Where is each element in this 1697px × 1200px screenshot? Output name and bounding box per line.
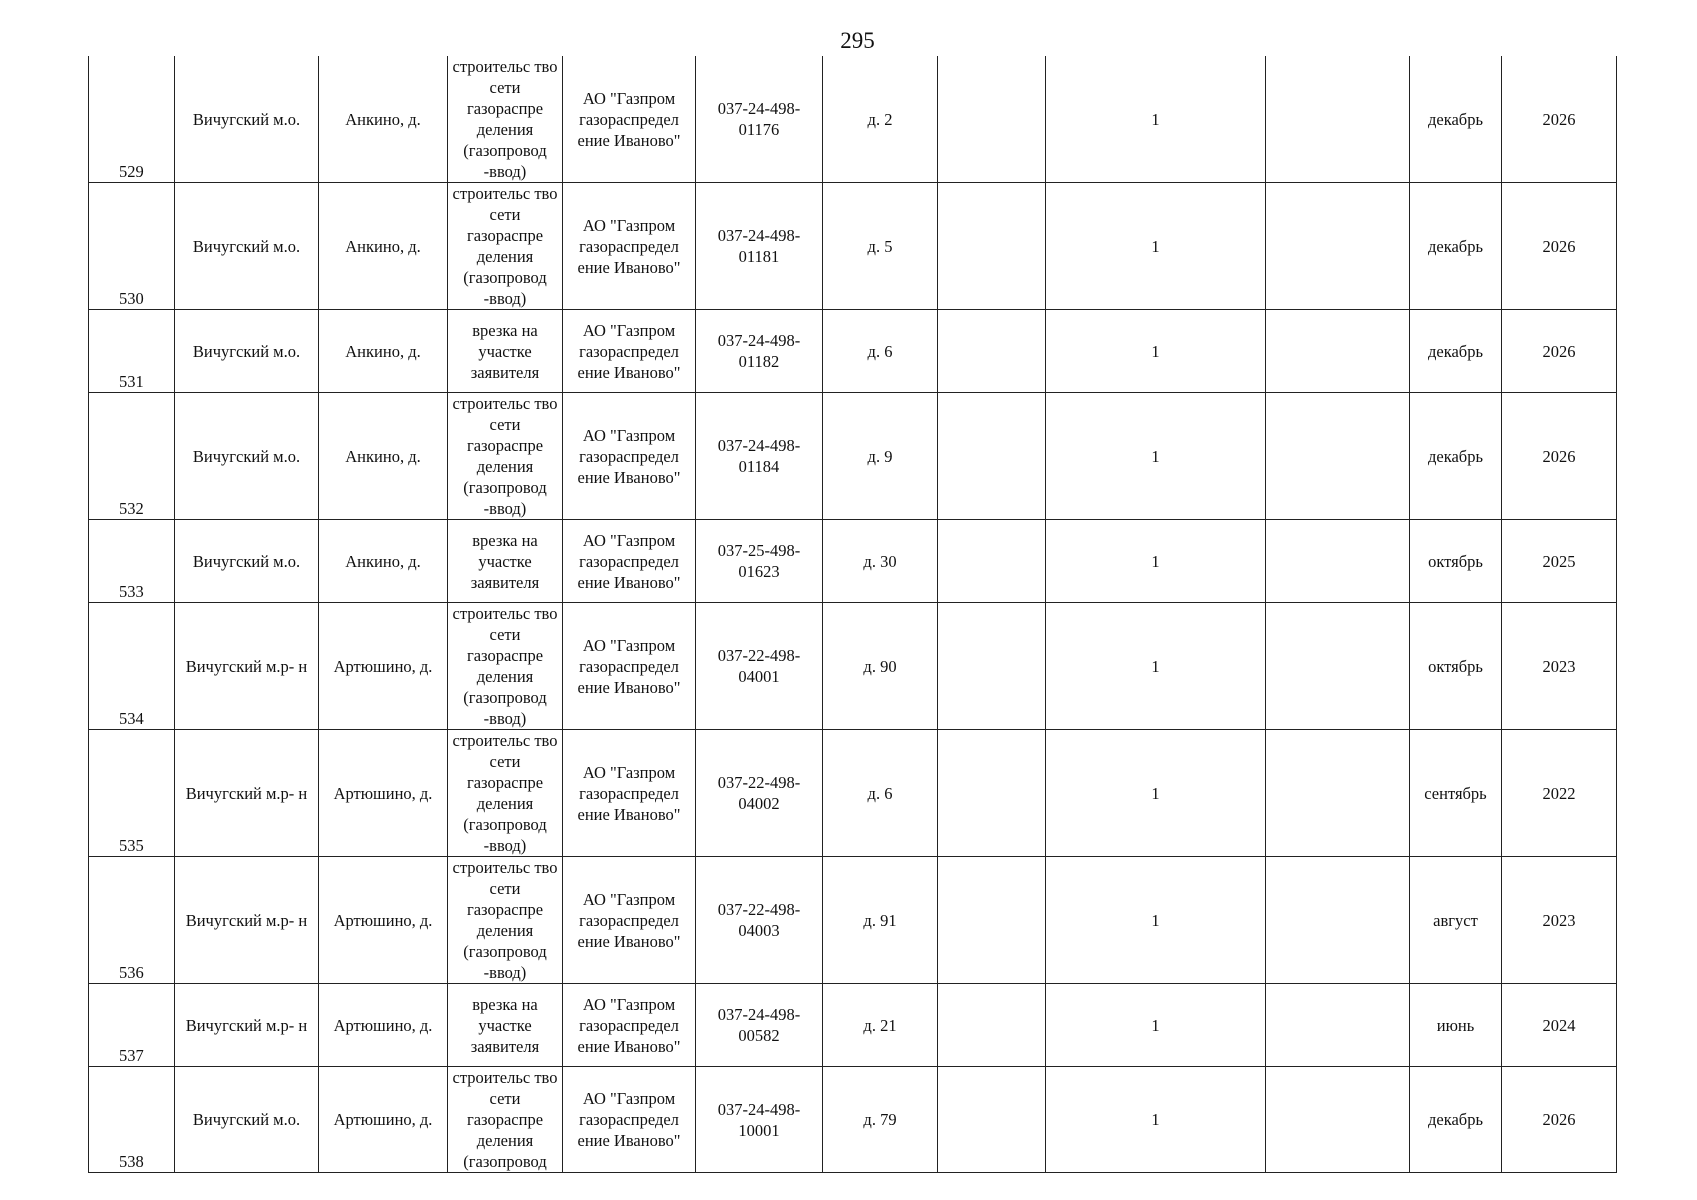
row-number: 532 [89,393,175,520]
settlement-cell: Анкино, д. [319,393,448,520]
district-cell: Вичугский м.р- н [175,984,319,1067]
row-number: 530 [89,183,175,310]
house-cell: д. 9 [823,393,938,520]
empty-cell [938,603,1046,730]
year-cell: 2023 [1502,603,1617,730]
settlement-cell: Артюшино, д. [319,730,448,857]
count-cell: 1 [1046,857,1266,984]
count-cell: 1 [1046,603,1266,730]
organization-cell: АО "Газпром газораспредел ение Иваново" [563,730,696,857]
empty-cell [938,393,1046,520]
year-cell: 2026 [1502,1067,1617,1173]
empty-cell [1266,183,1410,310]
month-cell: октябрь [1410,520,1502,603]
month-cell: август [1410,857,1502,984]
empty-cell [1266,1067,1410,1173]
count-cell: 1 [1046,310,1266,393]
application-code-cell: 037-22-498- 04002 [696,730,823,857]
month-cell: декабрь [1410,183,1502,310]
row-number: 534 [89,603,175,730]
work-type-cell: строительс тво сети газораспре деления (газопровод -ввод) [448,857,563,984]
district-cell: Вичугский м.о. [175,393,319,520]
year-cell: 2024 [1502,984,1617,1067]
empty-cell [938,730,1046,857]
year-cell: 2026 [1502,56,1617,183]
application-code-cell: 037-24-498- 01181 [696,183,823,310]
application-code-cell: 037-24-498- 10001 [696,1067,823,1173]
row-number: 533 [89,520,175,603]
year-cell: 2026 [1502,183,1617,310]
empty-cell [1266,56,1410,183]
table-row [89,730,1617,857]
empty-cell [1266,603,1410,730]
organization-cell: АО "Газпром газораспредел ение Иваново" [563,857,696,984]
month-cell: декабрь [1410,310,1502,393]
row-number: 538 [89,1067,175,1173]
empty-cell [938,56,1046,183]
year-cell: 2026 [1502,310,1617,393]
district-cell: Вичугский м.о. [175,1067,319,1173]
row-number: 535 [89,730,175,857]
house-cell: д. 30 [823,520,938,603]
house-cell: д. 90 [823,603,938,730]
month-cell: декабрь [1410,1067,1502,1173]
month-cell: декабрь [1410,56,1502,183]
settlement-cell: Артюшино, д. [319,984,448,1067]
count-cell: 1 [1046,183,1266,310]
settlement-cell: Анкино, д. [319,56,448,183]
settlement-cell: Артюшино, д. [319,603,448,730]
table-row [89,56,1617,183]
month-cell: сентябрь [1410,730,1502,857]
page-number-text: 295 [840,28,875,53]
house-cell: д. 21 [823,984,938,1067]
application-code-cell: 037-25-498- 01623 [696,520,823,603]
empty-cell [938,857,1046,984]
table-row [89,984,1617,1067]
district-cell: Вичугский м.о. [175,520,319,603]
table-row [89,857,1617,984]
month-cell: июнь [1410,984,1502,1067]
year-cell: 2025 [1502,520,1617,603]
settlement-cell: Анкино, д. [319,520,448,603]
work-type-cell: врезка на участке заявителя [448,984,563,1067]
count-cell: 1 [1046,520,1266,603]
application-code-cell: 037-24-498- 00582 [696,984,823,1067]
row-number: 537 [89,984,175,1067]
application-code-cell: 037-24-498- 01184 [696,393,823,520]
work-type-cell: строительс тво сети газораспре деления (газопровод [448,1067,563,1173]
table-row [89,1067,1617,1173]
settlement-cell: Артюшино, д. [319,857,448,984]
organization-cell: АО "Газпром газораспредел ение Иваново" [563,183,696,310]
district-cell: Вичугский м.р- н [175,603,319,730]
count-cell: 1 [1046,393,1266,520]
row-number: 531 [89,310,175,393]
empty-cell [1266,310,1410,393]
application-code-cell: 037-24-498- 01176 [696,56,823,183]
registry-table [88,56,1617,1173]
application-code-cell: 037-22-498- 04001 [696,603,823,730]
year-cell: 2022 [1502,730,1617,857]
organization-cell: АО "Газпром газораспредел ение Иваново" [563,603,696,730]
year-cell: 2023 [1502,857,1617,984]
work-type-cell: врезка на участке заявителя [448,310,563,393]
empty-cell [938,1067,1046,1173]
month-cell: декабрь [1410,393,1502,520]
count-cell: 1 [1046,1067,1266,1173]
district-cell: Вичугский м.р- н [175,857,319,984]
empty-cell [1266,520,1410,603]
settlement-cell: Артюшино, д. [319,1067,448,1173]
settlement-cell: Анкино, д. [319,310,448,393]
work-type-cell: строительс тво сети газораспре деления (газопровод -ввод) [448,393,563,520]
empty-cell [938,984,1046,1067]
empty-cell [1266,984,1410,1067]
year-cell: 2026 [1502,393,1617,520]
empty-cell [938,183,1046,310]
application-code-cell: 037-24-498- 01182 [696,310,823,393]
empty-cell [938,520,1046,603]
table-row [89,603,1617,730]
house-cell: д. 79 [823,1067,938,1173]
work-type-cell: строительс тво сети газораспре деления (газопровод -ввод) [448,56,563,183]
count-cell: 1 [1046,56,1266,183]
organization-cell: АО "Газпром газораспредел ение Иваново" [563,984,696,1067]
count-cell: 1 [1046,984,1266,1067]
organization-cell: АО "Газпром газораспредел ение Иваново" [563,520,696,603]
organization-cell: АО "Газпром газораспредел ение Иваново" [563,56,696,183]
table-row [89,310,1617,393]
page-number [0,26,1697,56]
organization-cell: АО "Газпром газораспредел ение Иваново" [563,393,696,520]
work-type-cell: строительс тво сети газораспре деления (газопровод -ввод) [448,730,563,857]
house-cell: д. 6 [823,730,938,857]
district-cell: Вичугский м.о. [175,310,319,393]
empty-cell [938,310,1046,393]
table-row [89,520,1617,603]
house-cell: д. 91 [823,857,938,984]
house-cell: д. 2 [823,56,938,183]
organization-cell: АО "Газпром газораспредел ение Иваново" [563,310,696,393]
district-cell: Вичугский м.р- н [175,730,319,857]
row-number: 529 [89,56,175,183]
row-number: 536 [89,857,175,984]
work-type-cell: строительс тво сети газораспре деления (газопровод -ввод) [448,183,563,310]
district-cell: Вичугский м.о. [175,183,319,310]
count-cell: 1 [1046,730,1266,857]
month-cell: октябрь [1410,603,1502,730]
organization-cell: АО "Газпром газораспредел ение Иваново" [563,1067,696,1173]
work-type-cell: врезка на участке заявителя [448,520,563,603]
house-cell: д. 5 [823,183,938,310]
empty-cell [1266,857,1410,984]
application-code-cell: 037-22-498- 04003 [696,857,823,984]
empty-cell [1266,730,1410,857]
district-cell: Вичугский м.о. [175,56,319,183]
settlement-cell: Анкино, д. [319,183,448,310]
table-row [89,183,1617,310]
house-cell: д. 6 [823,310,938,393]
empty-cell [1266,393,1410,520]
work-type-cell: строительс тво сети газораспре деления (газопровод -ввод) [448,603,563,730]
table-row [89,393,1617,520]
